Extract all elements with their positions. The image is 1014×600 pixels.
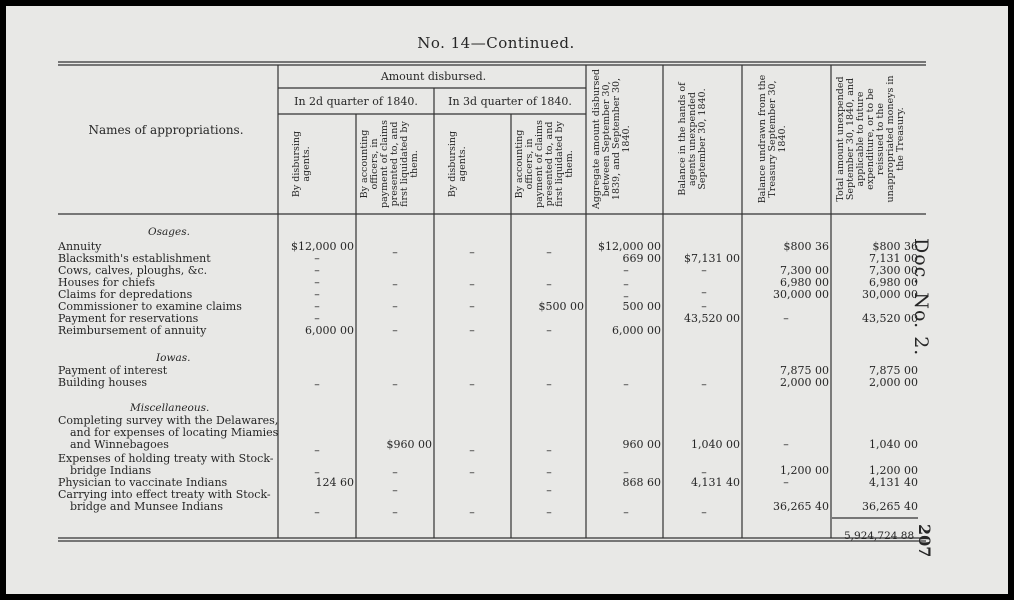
dash-cell: – (701, 286, 707, 299)
dash-cell: – (392, 278, 398, 291)
row-treaty-line2: bridge Indians (70, 464, 152, 477)
row-houses-label: Houses for chiefs (58, 276, 156, 289)
cell-treaty-treasury: 1,200 00 (780, 464, 829, 477)
dash-cell: – (623, 290, 629, 303)
cell-claims-total: 30,000 00 (862, 288, 918, 301)
dash-cell: – (469, 278, 475, 291)
header-q3-officers: By accounting officers, in payment of claims presented to, and first liquidated by them. (514, 120, 575, 208)
header-aggregate: Aggregate amount disbursed between September 30, 1839, and September 30, 1840. (591, 68, 632, 210)
dash-cell: – (469, 378, 475, 391)
cell-cows-treasury: 7,300 00 (780, 264, 829, 277)
dash-cell: – (546, 378, 552, 391)
cell-houses-treasury: 6,980 00 (780, 276, 829, 289)
cell-houses-total: 6,980 00 (869, 276, 918, 289)
header-total: Total amount unexpended September 30, 1840, and applicable to future expenditure, or to be reissued to the unappropriated moneys in the Treasury. (835, 75, 906, 203)
row-survey-line3: and Winnebagoes (70, 438, 169, 451)
header-balance-treasury: Balance undrawn from the Treasury September 30, 1840. (757, 74, 788, 204)
row-carrying-line2: bridge and Munsee Indians (70, 500, 223, 513)
dash-cell: – (314, 466, 320, 479)
dash-cell: – (546, 466, 552, 479)
dash-cell: – (701, 378, 707, 391)
header-q3-agents: By disbursing agents. (447, 130, 468, 198)
cell-interest-treasury: 7,875 00 (780, 364, 829, 377)
cell-annuity-total: $800 36 (872, 240, 918, 253)
row-survey-line2: and for expenses of locating Miamies (70, 426, 279, 439)
row-treaty-line1: Expenses of holding treaty with Stock- (58, 452, 274, 465)
cell-physician-total: 4,131 40 (869, 476, 918, 489)
cell-survey-q2-officers: $960 00 (386, 438, 432, 451)
row-claims-label: Claims for depredations (58, 288, 193, 301)
document-page (6, 6, 1008, 594)
dash-cell: – (314, 300, 320, 313)
doc-number: Doc. No. 2. (910, 238, 932, 357)
dash-cell: – (392, 506, 398, 519)
cell-physician-aggregate: 868 60 (622, 476, 661, 489)
dash-cell: – (783, 438, 789, 451)
dash-cell: – (623, 264, 629, 277)
cell-cows-total: 7,300 00 (869, 264, 918, 277)
row-commissioner-label: Commissioner to examine claims (58, 300, 242, 313)
cell-commissioner-aggregate: 500 00 (622, 300, 661, 313)
dash-cell: – (783, 312, 789, 325)
row-cows-label: Cows, calves, ploughs, &c. (58, 264, 208, 277)
dash-cell: – (469, 466, 475, 479)
header-balance-agents: Balance in the hands of agents unexpended September 30, 1840. (677, 82, 708, 196)
dash-cell: – (314, 264, 320, 277)
dash-cell: – (314, 378, 320, 391)
header-q2-officers: By accounting officers, in payment of claims presented to, and first liquidated by them. (359, 120, 420, 208)
header-q2-agents: By disbursing agents. (291, 130, 312, 198)
header-amount-disbursed: Amount disbursed. (380, 70, 487, 83)
dash-cell: – (392, 466, 398, 479)
dash-cell: – (392, 300, 398, 313)
cell-physician-bal-agents: 4,131 40 (691, 476, 740, 489)
dash-cell: – (314, 276, 320, 289)
dash-cell: – (546, 506, 552, 519)
row-survey-line1: Completing survey with the Delawares, (58, 414, 279, 427)
dash-cell: – (623, 278, 629, 291)
dash-cell: – (701, 466, 707, 479)
row-annuity-label: Annuity (58, 240, 102, 253)
cell-claims-treasury: 30,000 00 (773, 288, 829, 301)
cell-annuity-treasury: $800 36 (783, 240, 829, 253)
cell-treaty-total: 1,200 00 (869, 464, 918, 477)
dash-cell: – (783, 476, 789, 489)
cell-reimburse-q2-agents: 6,000 00 (305, 324, 354, 337)
cell-interest-total: 7,875 00 (869, 364, 918, 377)
dash-cell: – (701, 300, 707, 313)
dash-cell: – (392, 378, 398, 391)
cell-survey-total: 1,040 00 (869, 438, 918, 451)
dash-cell: – (469, 246, 475, 259)
cell-physician-q2-agents: 124 60 (315, 476, 354, 489)
dash-cell: – (392, 484, 398, 497)
cell-payment-res-total: 43,520 00 (862, 312, 918, 325)
dash-cell: – (469, 506, 475, 519)
grand-total: 5,924,724 88 (844, 530, 915, 542)
dash-cell: – (392, 246, 398, 259)
dash-cell: – (623, 506, 629, 519)
cell-blacksmith-aggregate: 669 00 (622, 252, 661, 265)
page-title: No. 14—Continued. (417, 34, 575, 52)
cell-survey-aggregate: 960 00 (622, 438, 661, 451)
dash-cell: – (314, 288, 320, 301)
page-number: 207 (915, 524, 934, 558)
section-iowas: Iowas. (156, 352, 191, 364)
dash-cell: – (392, 324, 398, 337)
row-carrying-line1: Carrying into effect treaty with Stock- (58, 488, 271, 501)
cell-annuity-q2-agents: $12,000 00 (291, 240, 354, 253)
cell-annuity-aggregate: $12,000 00 (598, 240, 661, 253)
row-payment-res-label: Payment for reservations (58, 312, 199, 325)
dash-cell: – (469, 300, 475, 313)
dash-cell: – (314, 444, 320, 457)
cell-carrying-treasury: 36,265 40 (773, 500, 829, 513)
dash-cell: – (701, 264, 707, 277)
section-osages: Osages. (148, 226, 190, 238)
dash-cell: – (546, 484, 552, 497)
dash-cell: – (314, 312, 320, 325)
dash-cell: – (546, 324, 552, 337)
dash-cell: – (623, 466, 629, 479)
row-building-label: Building houses (58, 376, 147, 389)
cell-survey-bal-agents: 1,040 00 (691, 438, 740, 451)
row-blacksmith-label: Blacksmith's establishment (58, 252, 211, 265)
header-names: Names of appropriations. (88, 123, 244, 137)
cell-payment-res-bal-agents: 43,520 00 (684, 312, 740, 325)
header-q3: In 3d quarter of 1840. (448, 95, 572, 108)
cell-carrying-total: 36,265 40 (862, 500, 918, 513)
row-interest-label: Payment of interest (58, 364, 168, 377)
dash-cell: – (314, 506, 320, 519)
dash-cell: – (546, 278, 552, 291)
cell-blacksmith-bal-agents: $7,131 00 (684, 252, 740, 265)
cell-building-treasury: 2,000 00 (780, 376, 829, 389)
cell-blacksmith-total: 7,131 00 (869, 252, 918, 265)
header-q2: In 2d quarter of 1840. (294, 95, 418, 108)
dash-cell: – (469, 324, 475, 337)
dash-cell: – (546, 246, 552, 259)
dash-cell: – (314, 252, 320, 265)
dash-cell: – (469, 444, 475, 457)
dash-cell: – (546, 444, 552, 457)
dash-cell: – (623, 378, 629, 391)
cell-commissioner-q3-officers: $500 00 (538, 300, 584, 313)
cell-building-total: 2,000 00 (869, 376, 918, 389)
cell-reimburse-aggregate: 6,000 00 (612, 324, 661, 337)
dash-cell: – (701, 506, 707, 519)
row-reimburse-label: Reimbursement of annuity (58, 324, 207, 337)
section-misc: Miscellaneous. (130, 402, 210, 414)
row-physician-label: Physician to vaccinate Indians (58, 476, 228, 489)
